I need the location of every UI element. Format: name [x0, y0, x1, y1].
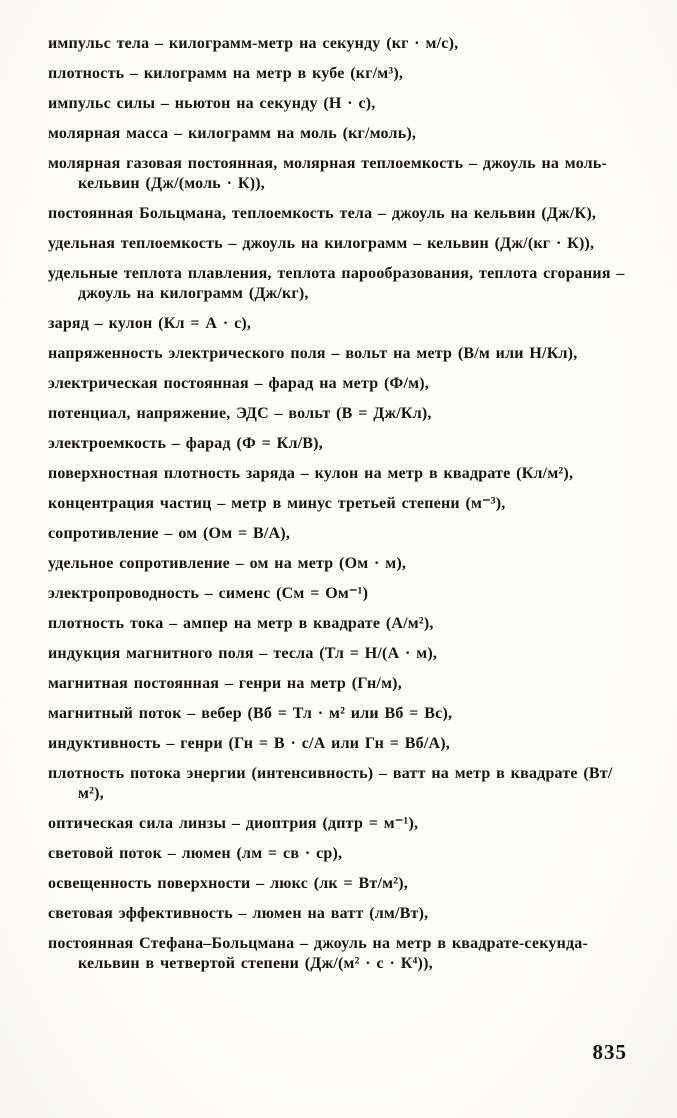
unit-definition-entry: удельное сопротивление – ом на метр (Ом · м), — [48, 555, 407, 572]
unit-definition-entry: электропроводность – сименс (См = Ом⁻¹) — [48, 585, 369, 602]
unit-definition-entry: индуктивность – генри (Гн = В · с/А или Гн = Вб/А), — [48, 735, 450, 752]
unit-definition-entry: импульс тела – килограмм-метр на секунду (кг · м/с), — [48, 35, 459, 52]
unit-definition-entry: заряд – кулон (Кл = А · с), — [48, 315, 252, 332]
unit-definitions-list — [48, 34, 630, 984]
unit-definition-entry: магнитная постоянная – генри на метр (Гн/м), — [48, 675, 402, 692]
unit-definition-entry: световой поток – люмен (лм = св · ср), — [48, 845, 343, 862]
unit-definition-entry: концентрация частиц – метр в минус третьей степени (м⁻³), — [48, 495, 506, 512]
unit-definition-entry: поверхностная плотность заряда – кулон на метр в квадрате (Кл/м²), — [48, 465, 574, 482]
unit-definition-entry: постоянная Больцмана, теплоемкость тела – джоуль на кельвин (Дж/К), — [48, 205, 597, 222]
unit-definition-entry: магнитный поток – вебер (Вб = Тл · м² или Вб = Вс), — [48, 705, 453, 722]
unit-definition-entry: напряженность электрического поля – вольт на метр (В/м или Н/Кл), — [48, 345, 578, 362]
unit-definition-entry: индукция магнитного поля – тесла (Тл = Н/(А · м), — [48, 645, 438, 662]
unit-definition-entry: потенциал, напряжение, ЭДС – вольт (В = Дж/Кл), — [48, 405, 432, 422]
unit-definition-entry: плотность потока энергии (интенсивность) – ватт на метр в квадрате (Вт/м²), — [48, 765, 613, 802]
unit-definition-entry: плотность тока – ампер на метр в квадрате (А/м²), — [48, 615, 434, 632]
page-number: 835 — [592, 1040, 627, 1064]
unit-definition-entry: световая эффективность – люмен на ватт (лм/Вт), — [48, 905, 429, 922]
unit-definition-entry: удельная теплоемкость – джоуль на килограмм – кельвин (Дж/(кг · К)), — [48, 235, 595, 252]
unit-definition-entry: молярная масса – килограмм на моль (кг/моль), — [48, 125, 417, 142]
unit-definition-entry: электрическая постоянная – фарад на метр (Ф/м), — [48, 375, 429, 392]
unit-definition-entry: импульс силы – ньютон на секунду (Н · с), — [48, 95, 376, 112]
unit-definition-entry: оптическая сила линзы – диоптрия (дптр = м⁻¹), — [48, 815, 419, 832]
unit-definition-entry: электроемкость – фарад (Ф = Кл/В), — [48, 435, 323, 452]
unit-definition-entry: сопротивление – ом (Ом = В/А), — [48, 525, 291, 542]
unit-definition-entry: плотность – килограмм на метр в кубе (кг/м³), — [48, 65, 404, 82]
unit-definition-entry: удельные теплота плавления, теплота парообразования, теплота сгорания – джоуль на килограмм (Дж/кг), — [48, 265, 625, 302]
unit-definition-entry: молярная газовая постоянная, молярная теплоемкость – джоуль на моль-кельвин (Дж/(моль · К)), — [48, 155, 608, 192]
unit-definition-entry: постоянная Стефана–Больцмана – джоуль на метр в квадрате-секунда-кельвин в четвертой степени (Дж/(м² · с · К⁴)), — [48, 935, 589, 972]
unit-definition-entry: освещенность поверхности – люкс (лк = Вт/м²), — [48, 875, 408, 892]
